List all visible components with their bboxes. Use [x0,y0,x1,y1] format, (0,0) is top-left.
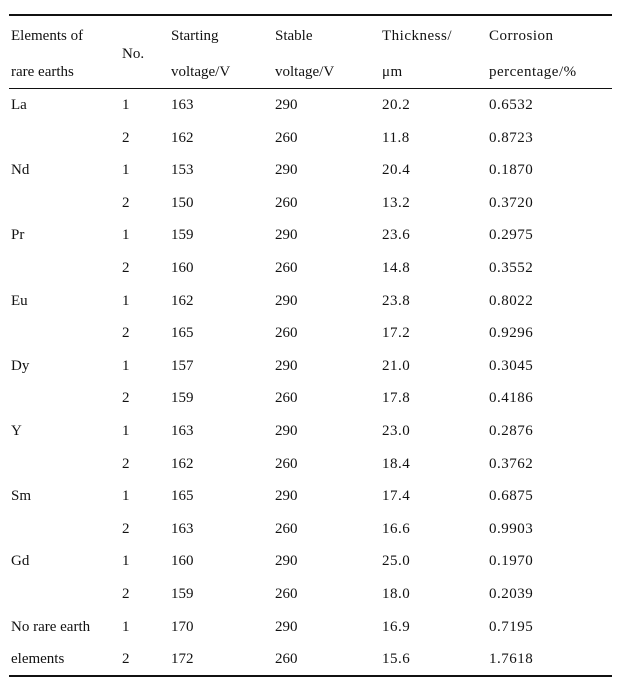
table-row [0,128,623,158]
cell-no: 2 [122,390,130,407]
table-row [0,95,623,125]
cell-starting-voltage: 163 [171,423,194,439]
cell-corrosion-percentage: 0.4186 [489,390,534,407]
table-row [0,323,623,353]
cell-thickness: 23.8 [382,292,411,309]
cell-starting-voltage: 157 [171,357,194,374]
cell-starting-voltage: 159 [171,390,194,407]
cell-stable-voltage: 290 [275,227,298,244]
cell-element: Eu [11,292,28,309]
cell-thickness: 25.0 [382,553,411,570]
table-row [0,193,623,223]
cell-stable-voltage: 260 [275,325,298,342]
cell-corrosion-percentage: 0.3045 [489,357,534,374]
cell-stable-voltage: 260 [275,586,298,602]
table-row [0,421,623,451]
cell-thickness: 17.2 [382,325,411,342]
cell-thickness: 20.2 [382,97,411,113]
table-row [0,388,623,418]
cell-thickness: 23.0 [382,423,411,439]
header-elements-line2: rare earths [11,64,74,80]
cell-starting-voltage: 165 [171,325,194,342]
cell-element: No rare earth [11,618,91,635]
table-row [0,486,623,516]
header-corrosion-line1: Corrosion [489,28,554,44]
table-header-rule [9,88,612,89]
header-starting-line2: voltage/V [171,64,231,80]
cell-element: Pr [11,227,25,244]
cell-thickness: 11.8 [382,129,410,146]
cell-starting-voltage: 170 [171,618,194,635]
cell-no: 2 [122,586,130,602]
cell-thickness: 20.4 [382,162,411,179]
cell-stable-voltage: 260 [275,390,298,407]
cell-thickness: 13.2 [382,194,411,211]
cell-corrosion-percentage: 0.2975 [489,227,534,244]
cell-corrosion-percentage: 0.3552 [489,260,534,276]
cell-no: 2 [122,129,130,146]
cell-starting-voltage: 165 [171,488,194,505]
cell-stable-voltage: 260 [275,520,298,537]
table-row [0,258,623,288]
cell-stable-voltage: 290 [275,618,298,635]
cell-stable-voltage: 290 [275,553,298,570]
cell-thickness: 16.6 [382,520,411,537]
cell-no: 1 [122,423,130,439]
cell-stable-voltage: 260 [275,129,298,146]
cell-no: 1 [122,162,130,179]
cell-stable-voltage: 260 [275,455,298,472]
cell-thickness: 17.8 [382,390,411,407]
cell-thickness: 18.4 [382,455,411,472]
table-row [0,160,623,190]
cell-no: 1 [122,227,130,244]
cell-corrosion-percentage: 0.9296 [489,325,534,342]
cell-no: 1 [122,618,130,635]
cell-starting-voltage: 163 [171,520,194,537]
cell-starting-voltage: 162 [171,292,194,309]
header-thickness-line2: μm [382,64,403,80]
cell-corrosion-percentage: 1.7618 [489,651,534,668]
header-stable-line1: Stable [275,28,313,44]
header-stable-line2: voltage/V [275,64,335,80]
cell-thickness: 15.6 [382,651,411,668]
cell-thickness: 23.6 [382,227,411,244]
cell-no: 1 [122,97,130,113]
cell-element: La [11,97,27,113]
header-corrosion-line2: percentage/% [489,64,577,80]
cell-thickness: 16.9 [382,618,411,635]
cell-corrosion-percentage: 0.2876 [489,423,534,439]
table-top-rule [9,14,612,16]
cell-starting-voltage: 162 [171,129,194,146]
cell-element: Gd [11,553,30,570]
header-no: No. [122,46,145,62]
table-bottom-rule [9,675,612,677]
cell-element: Y [11,423,22,439]
cell-no: 1 [122,553,130,570]
header-elements-line1: Elements of [11,28,84,44]
cell-corrosion-percentage: 0.8723 [489,129,534,146]
cell-starting-voltage: 153 [171,162,194,179]
cell-corrosion-percentage: 0.2039 [489,586,534,602]
cell-no: 2 [122,651,130,668]
cell-stable-voltage: 290 [275,97,298,113]
header-thickness-line1: Thickness/ [382,28,452,44]
cell-corrosion-percentage: 0.8022 [489,292,534,309]
cell-thickness: 18.0 [382,586,411,602]
cell-corrosion-percentage: 0.1870 [489,162,534,179]
cell-thickness: 14.8 [382,260,411,276]
cell-stable-voltage: 290 [275,162,298,179]
cell-corrosion-percentage: 0.3720 [489,194,534,211]
table-row [0,356,623,386]
cell-starting-voltage: 159 [171,586,194,602]
cell-element: elements [11,651,65,668]
table-row [0,617,623,647]
cell-stable-voltage: 290 [275,292,298,309]
cell-corrosion-percentage: 0.3762 [489,455,534,472]
cell-starting-voltage: 172 [171,651,194,668]
cell-starting-voltage: 163 [171,97,194,113]
cell-corrosion-percentage: 0.6875 [489,488,534,505]
cell-stable-voltage: 290 [275,357,298,374]
cell-element: Dy [11,357,30,374]
cell-no: 1 [122,488,130,505]
cell-thickness: 21.0 [382,357,411,374]
cell-stable-voltage: 260 [275,260,298,276]
cell-stable-voltage: 260 [275,651,298,668]
cell-starting-voltage: 160 [171,553,194,570]
cell-no: 2 [122,260,130,276]
cell-starting-voltage: 162 [171,455,194,472]
cell-no: 2 [122,455,130,472]
cell-stable-voltage: 260 [275,194,298,211]
cell-thickness: 17.4 [382,488,411,505]
cell-no: 1 [122,357,130,374]
table-row [0,519,623,549]
cell-corrosion-percentage: 0.6532 [489,97,534,113]
cell-corrosion-percentage: 0.1970 [489,553,534,570]
cell-element: Nd [11,162,30,179]
table-row [0,291,623,321]
cell-no: 2 [122,325,130,342]
cell-corrosion-percentage: 0.7195 [489,618,534,635]
cell-no: 2 [122,194,130,211]
cell-stable-voltage: 290 [275,423,298,439]
cell-starting-voltage: 150 [171,194,194,211]
table-row [0,551,623,581]
table-row [0,584,623,614]
cell-starting-voltage: 159 [171,227,194,244]
header-starting-line1: Starting [171,28,219,44]
cell-element: Sm [11,488,32,505]
cell-stable-voltage: 290 [275,488,298,505]
cell-no: 2 [122,520,130,537]
cell-no: 1 [122,292,130,309]
cell-corrosion-percentage: 0.9903 [489,520,534,537]
cell-starting-voltage: 160 [171,260,194,276]
table-row [0,225,623,255]
table-row [0,454,623,484]
